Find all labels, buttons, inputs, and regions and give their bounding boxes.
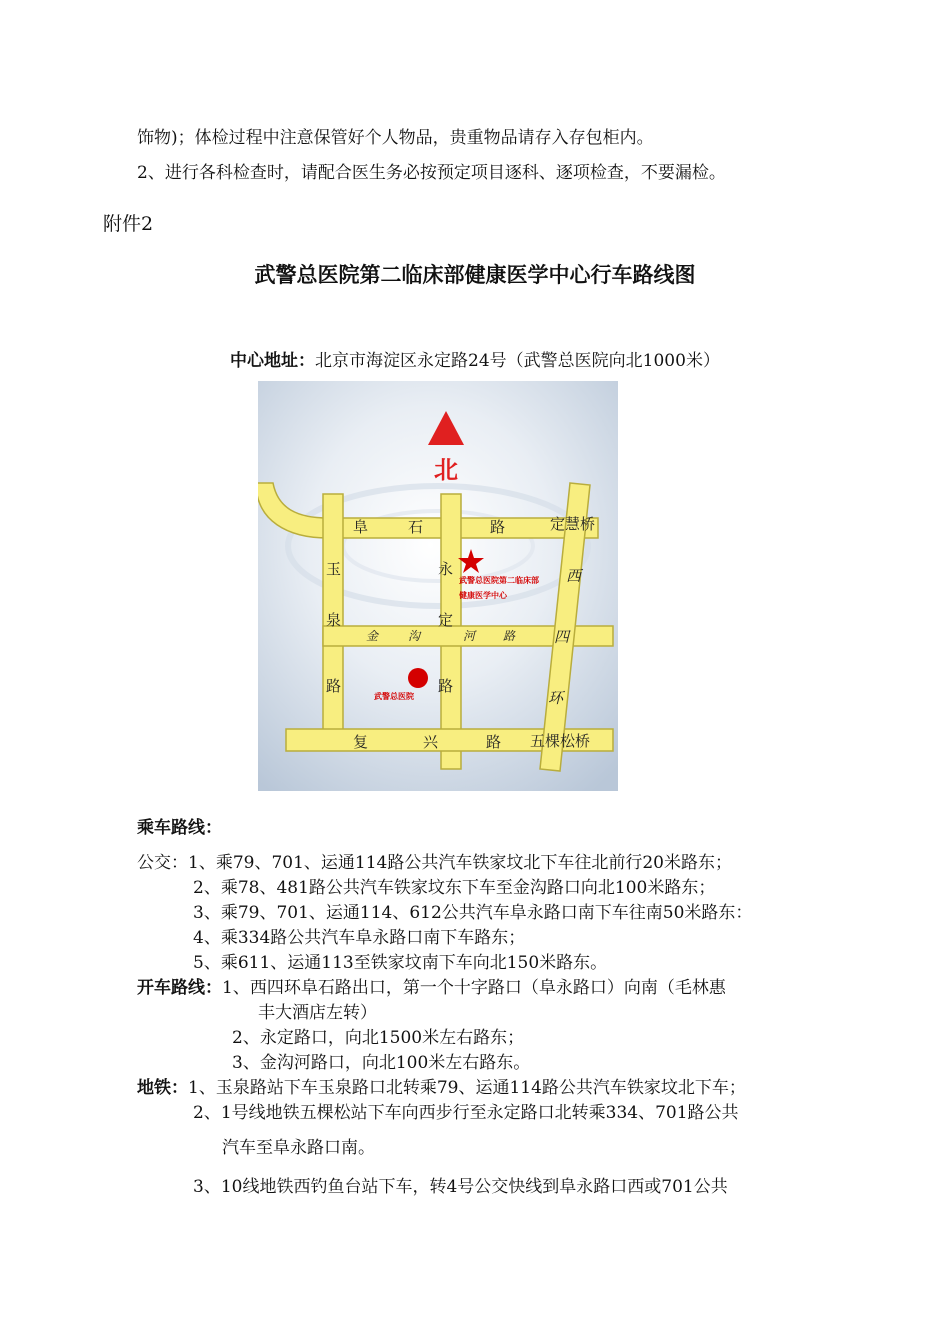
address-value: 北京市海淀区永定路24号（武警总医院向北1000米） [315,351,720,371]
north-label: 北 [434,456,458,484]
page-title: 武警总医院第二临床部健康医学中心行车路线图 [254,263,696,287]
intro-line-2: 2、进行各科检查时，请配合医生务必按预定项目逐科、逐项检查，不要漏检。 [137,163,726,183]
route-map [258,381,618,791]
center-label-line-1: 武警总医院第二临床部 [459,576,539,585]
label-lu-1: 路 [490,518,506,536]
label-lu-4: 路 [503,629,516,643]
bus-route-2: 2、乘78、481路公共汽车铁家坟东下车至金沟路口向北100米路东； [193,878,716,898]
label-fu-2: 复 [353,733,369,751]
hospital-label: 武警总医院 [374,692,414,701]
label-shi: 石 [408,518,424,536]
bus-route-1-text: 1、乘79、701、运通114路公共汽车铁家坟北下车往北前行20米路东； [188,853,732,873]
center-label-line-2: 健康医学中心 [459,591,507,600]
label-lu-2: 路 [326,677,342,695]
label-fu: 阜 [353,518,369,536]
label-si: 四 [554,628,570,646]
bus-route-5: 5、乘611、运通113至铁家坟南下车向北150米路东。 [193,953,608,973]
subway-route-1-text: 1、玉泉路站下车玉泉路口北转乘79、运通114路公共汽车铁家坟北下车； [188,1078,746,1098]
label-jin: 金 [366,629,379,643]
label-quan: 泉 [326,611,342,629]
label-huan: 环 [548,689,564,707]
subway-route-2: 2、1号线地铁五棵松站下车向西步行至永定路口北转乘334、701路公共 [193,1103,739,1123]
label-lu-3: 路 [438,677,454,695]
subway-prefix: 地铁： [137,1078,188,1098]
routes-heading: 乘车路线： [137,818,222,838]
label-xing: 兴 [423,733,439,751]
hospital-marker-icon [408,668,428,688]
bus-route-3: 3、乘79、701、运通114、612公共汽车阜永路口南下车往南50米路东： [193,903,753,923]
attachment-label: 附件2 [103,213,154,235]
label-dinghui-bridge: 定慧桥 [550,515,596,533]
drive-prefix: 开车路线： [137,978,222,998]
drive-route-1-cont: 丰大酒店左转） [258,1003,377,1023]
label-yong: 永 [438,560,454,578]
drive-route-2: 2、永定路口，向北1500米左右路东； [232,1028,525,1048]
label-ding: 定 [438,611,454,629]
intro-line-1: 饰物)；体检过程中注意保管好个人物品，贵重物品请存入存包柜内。 [137,128,654,148]
address-label: 中心地址： [230,351,316,371]
subway-route-2-cont: 汽车至阜永路口南。 [222,1138,375,1158]
bus-prefix: 公交： [137,853,188,873]
label-lu-5: 路 [486,733,502,751]
label-wukesong-bridge: 五棵松桥 [530,732,591,750]
label-gou: 沟 [408,629,421,643]
drive-route-1-text: 1、西四环阜石路出口，第一个十字路口（阜永路口）向南（毛林惠 [222,978,726,998]
label-yu: 玉 [326,560,342,578]
bus-route-4: 4、乘334路公共汽车阜永路口南下车路东； [193,928,526,948]
drive-route-3: 3、金沟河路口，向北100米左右路东。 [232,1053,531,1073]
bus-route-1 [137,852,732,874]
subway-route-3: 3、10线地铁西钓鱼台站下车，转4号公交快线到阜永路口西或701公共 [193,1177,728,1197]
center-address [0,346,950,371]
label-he: 河 [463,629,476,643]
drive-route-1 [137,977,726,999]
label-xi: 西 [566,567,582,585]
subway-route-1 [137,1077,746,1099]
